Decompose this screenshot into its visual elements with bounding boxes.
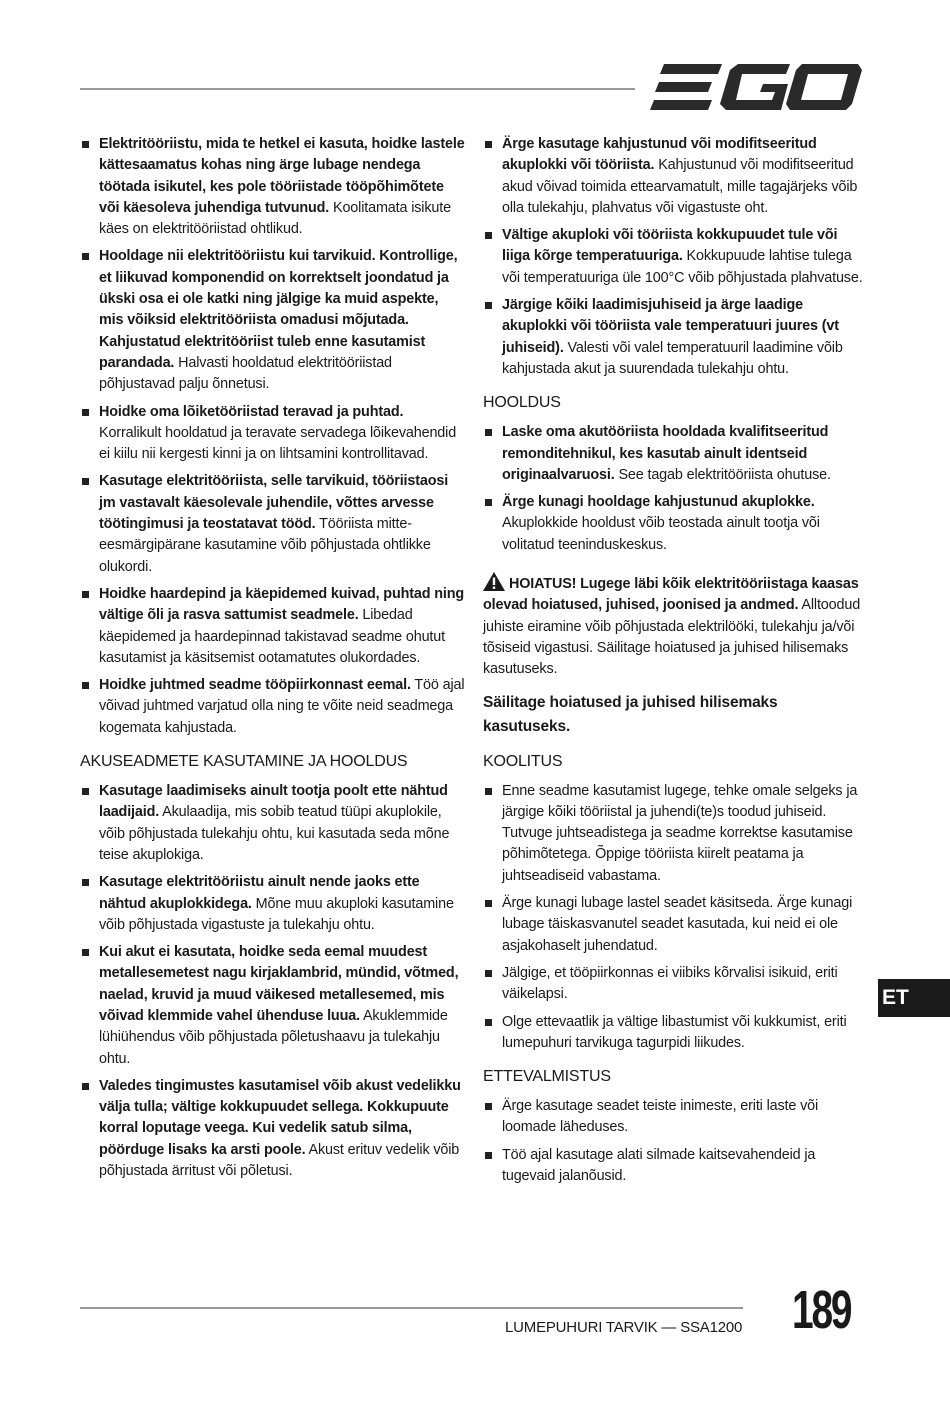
- bullet-square-icon: [82, 879, 89, 886]
- bullet-square-icon: [485, 1152, 492, 1159]
- bullet-square-icon: [82, 682, 89, 689]
- bullet-square-icon: [485, 141, 492, 148]
- list-item: Hooldage nii elektritööriistu kui tarvikuid. Kontrollige, et liikuvad komponendid on korrektselt joondatud ja ükski osa ei ole katki ning jälgige ka muid aspekte, mis võiksid elektritööriista omadusi mõjutada. Kahjustatud elektritööriist tuleb enne kasutamist parandada. Halvasti hooldatud elektritööriistad põhjustavad palju õnnetusi.: [80, 246, 465, 395]
- ego-logo: [650, 62, 862, 112]
- left-column: [80, 134, 465, 1188]
- bullet-square-icon: [485, 499, 492, 506]
- bullet-square-icon: [485, 1019, 492, 1026]
- bullet-square-icon: [82, 409, 89, 416]
- bullet-square-icon: [82, 788, 89, 795]
- list-item: Valedes tingimustes kasutamisel võib akust vedelikku välja tulla; vältige kokkupuudet sellega. Kokkupuute korral loputage veega. Kui vedelik satub silma, pöörduge lisaks ka arsti poole. Akust erituv vedelik võib põhjustada ärritust või põletusi.: [80, 1076, 465, 1182]
- list-item: Kasutage elektritööriista, selle tarvikuid, tööriistaosi jm vastavalt käesolevale juhendile, võttes arvesse töötingimusi ja teostatavat tööd. Tööriista mitte-eesmärgipärane kasutamine võib põhjustada ohtlikke olukordi.: [80, 471, 465, 577]
- bullet-square-icon: [485, 1103, 492, 1110]
- list-item: Hoidke oma lõiketööriistad teravad ja puhtad. Korralikult hooldatud ja teravate servadega lõikevahendid ei kiilu nii kergesti kinni ja on lihtsamini kontrollitavad.: [80, 402, 465, 466]
- list-item: Enne seadme kasutamist lugege, tehke omale selgeks ja järgige kõiki tööriistal ja juhendi(te)s toodud juhiseid. Tutvuge juhtseadistega ja seadme korrektse kasutamise põhimõtetega. Õppige tööriista kiirelt peatama ja juhtseadiseid vabastama.: [483, 781, 868, 887]
- section-heading-service: HOOLDUS: [483, 394, 561, 412]
- bullet-square-icon: [82, 1083, 89, 1090]
- list-item: Kasutage elektritööriistu ainult nende jaoks ette nähtud akuplokkidega. Mõne muu akuploki kasutamine võib põhjustada vigastuste ja tulekahju ohtu.: [80, 872, 465, 936]
- section-heading-battery: AKUSEADMETE KASUTAMINE JA HOOLDUS: [80, 753, 408, 771]
- bullet-square-icon: [485, 900, 492, 907]
- bullet-square-icon: [82, 949, 89, 956]
- bullet-square-icon: [485, 302, 492, 309]
- bullet-square-icon: [485, 429, 492, 436]
- list-item: Jälgige, et tööpiirkonnas ei viibiks kõrvalisi isikuid, eriti väikelapsi.: [483, 963, 868, 1006]
- bullet-square-icon: [82, 253, 89, 260]
- list-item: Elektritööriistu, mida te hetkel ei kasuta, hoidke lastele kättesaamatus kohas ning ärge lubage nendega töötada isikutel, kes pole tööriistade tööpõhimõtete või käesoleva juhendiga tutvunud. Koolitamata isikute käes on elektritööriistad ohtlikud.: [80, 134, 465, 240]
- list-item: Vältige akuploki või tööriista kokkupuudet tule või liiga kõrge temperatuuriga. Kokkupuude lahtise tulega või temperatuuriga üle 100°C võib põhjustada plahvatuse.: [483, 225, 868, 289]
- language-tab: ET: [878, 979, 950, 1017]
- warning-block: HOIATUS! Lugege läbi kõik elektritööriistaga kaasas olevad hoiatused, juhised, joonised ja andmed. Alltoodud juhiste eiramine võib põhjustada elektrilööki, tulekahju ja/või tõsiseid vigastusi. Säilitage hoiatused ja juhised hilisemaks kasutuseks.: [483, 572, 868, 680]
- section-heading-training: KOOLITUS: [483, 752, 563, 770]
- bullet-square-icon: [485, 232, 492, 239]
- page-number: 189: [792, 1280, 851, 1340]
- list-item: Hoidke haardepind ja käepidemed kuivad, puhtad ning vältige õli ja rasva sattumist seadmele. Libedad käepidemed ja haardepinnad takistavad seadme ohutut kasutamist ja käsitsemist ootamatutes olukordades.: [80, 584, 465, 669]
- list-item: Järgige kõiki laadimisjuhiseid ja ärge laadige akuplokki või tööriista vale temperatuuri juures (vt juhiseid). Valesti või valel temperatuuril laadimine võib kahjustada akut ja suurendada tulekahju ohtu.: [483, 295, 868, 380]
- save-instructions-note: Säilitage hoiatused ja juhised hilisemaks kasutuseks.: [483, 693, 778, 735]
- list-item: Ärge kunagi hooldage kahjustunud akuplokke. Akuplokkide hooldust võib teostada ainult tootja või volitatud teeninduskeskus.: [483, 492, 868, 556]
- right-column: [483, 134, 868, 1193]
- list-item: Laske oma akutööriista hooldada kvalifitseeritud remonditehnikul, kes kasutab ainult identseid originaalvaruosi. See tagab elektritööriista ohutuse.: [483, 422, 868, 486]
- list-item: Ärge kunagi lubage lastel seadet käsitseda. Ärge kunagi lubage täiskasvanutel seadet kasutada, kui neid ei ole asjakohaselt juhendatud.: [483, 893, 868, 957]
- bullet-square-icon: [82, 478, 89, 485]
- bullet-square-icon: [82, 141, 89, 148]
- bullet-square-icon: [82, 591, 89, 598]
- list-item: Ärge kasutage seadet teiste inimeste, eriti laste või loomade läheduses.: [483, 1096, 868, 1139]
- list-item: Hoidke juhtmed seadme tööpiirkonnast eemal. Töö ajal võivad juhtmed varjatud olla ning te võite neid seadmega kogemata kahjustada.: [80, 675, 465, 739]
- footer-rule: [80, 1307, 743, 1309]
- warning-triangle-icon: [483, 572, 505, 591]
- bullet-square-icon: [485, 788, 492, 795]
- section-heading-preparation: ETTEVALMISTUS: [483, 1068, 611, 1086]
- list-item: Olge ettevaatlik ja vältige libastumist või kukkumist, eriti lumepuhuri tarvikuga tagurpidi liikudes.: [483, 1012, 868, 1055]
- list-item: Töö ajal kasutage alati silmade kaitsevahendeid ja tugevaid jalanõusid.: [483, 1145, 868, 1188]
- header-rule: [80, 88, 635, 90]
- footer-title: LUMEPUHURI TARVIK — SSA1200: [505, 1319, 743, 1336]
- bullet-square-icon: [485, 970, 492, 977]
- list-item: Ärge kasutage kahjustunud või modifitseeritud akuplokki või tööriista. Kahjustunud või modifitseeritud akud võivad toimida ettearvamatult, mille tagajärjeks võib olla tulekahju, plahvatus või vigastuste oht.: [483, 134, 868, 219]
- list-item: Kasutage laadimiseks ainult tootja poolt ette nähtud laadijaid. Akulaadija, mis sobib teatud tüüpi akuplokile, võib põhjustada tulekahju ohtu, kui kasutada seda mõne teise akuplokiga.: [80, 781, 465, 866]
- list-item: Kui akut ei kasutata, hoidke seda eemal muudest metallesemetest nagu kirjaklambrid, mündid, võtmed, naelad, kruvid ja muud väikesed metallesemed, mis võivad klemmide vahel ühenduse luua. Akuklemmide lühiühendus võib põhjustada põletushaavu ja tulekahju ohtu.: [80, 942, 465, 1070]
